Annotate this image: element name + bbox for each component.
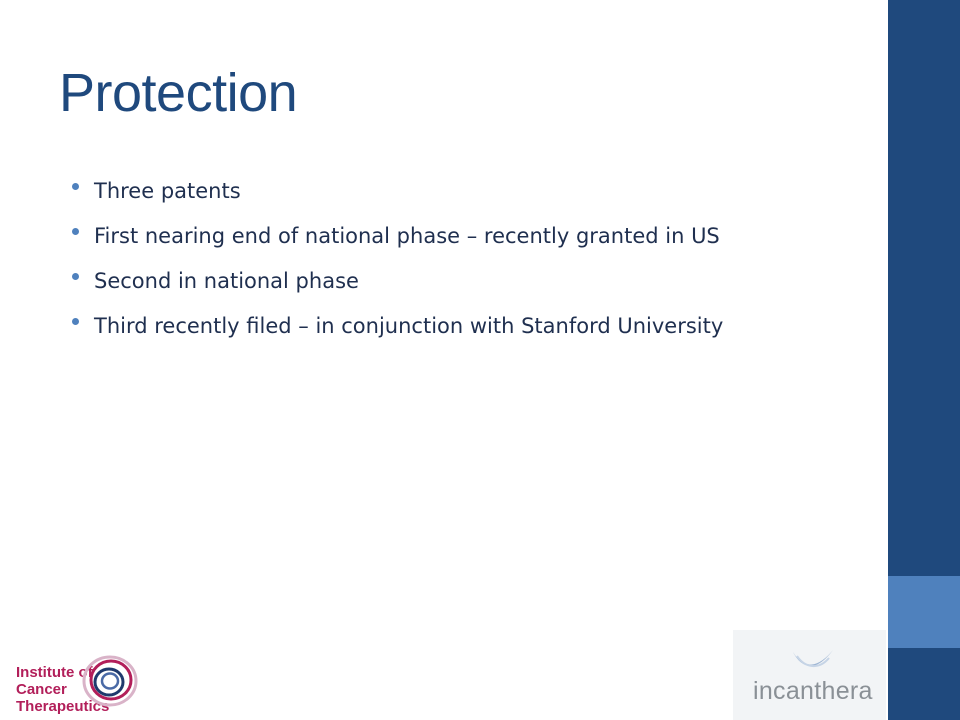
incanthera-logo-text: incanthera (753, 677, 873, 705)
icr-logo-line1: Institute of (16, 664, 93, 681)
bullet-dot-icon (72, 183, 79, 190)
bullet-text: Three patents (94, 179, 241, 203)
bullet-dot-icon (72, 228, 79, 235)
icr-logo-line2: Cancer Therapeutics (16, 681, 110, 715)
bullet-list (72, 176, 723, 356)
incanthera-wave-icon (789, 646, 839, 676)
bullet-text: First nearing end of national phase – recently granted in US (94, 224, 720, 248)
bullet-text: Second in national phase (94, 269, 359, 293)
sidebar-band-dark-bottom (888, 648, 960, 720)
sidebar-band-dark-top (888, 0, 960, 576)
bullet-item (72, 266, 723, 311)
bullet-text: Third recently filed – in conjunction with Stanford University (94, 314, 724, 338)
sidebar-band-light (888, 576, 960, 648)
slide-title: Protection (59, 63, 298, 123)
incanthera-logo-panel (733, 630, 886, 720)
icr-logo (16, 651, 156, 713)
bullet-item (72, 176, 723, 221)
bullet-item (72, 221, 723, 266)
icr-rings-icon (80, 651, 140, 711)
bullet-dot-icon (72, 273, 79, 280)
bullet-item (72, 311, 723, 356)
bullet-dot-icon (72, 318, 79, 325)
